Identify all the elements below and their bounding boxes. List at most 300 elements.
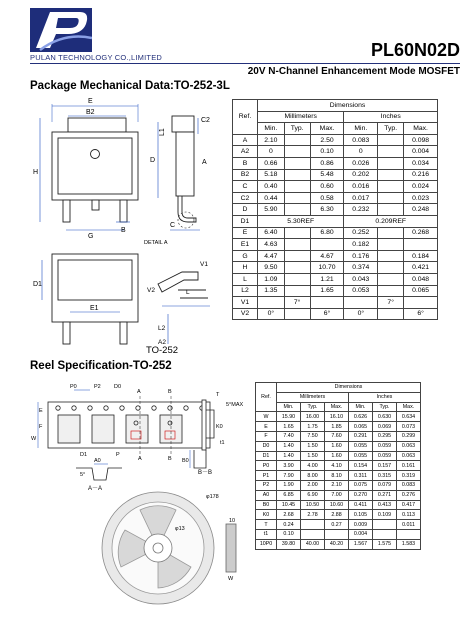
value-cell: 5.90 — [258, 204, 285, 216]
value-cell — [378, 146, 404, 158]
value-cell: 0.276 — [397, 490, 421, 500]
label-P: P — [116, 452, 120, 458]
table-row — [233, 134, 438, 146]
value-cell: 1.50 — [301, 451, 325, 461]
value-cell: 1.40 — [277, 441, 301, 451]
ref-cell: P0 — [256, 461, 277, 471]
value-cell: 0.270 — [349, 490, 373, 500]
label-detail-a: DETAIL A — [144, 240, 168, 246]
value-cell: 1.75 — [301, 422, 325, 432]
value-cell: 0.216 — [404, 169, 438, 181]
value-cell — [378, 192, 404, 204]
value-cell: 0.105 — [349, 510, 373, 520]
value-cell: 0.017 — [344, 192, 378, 204]
value-cell — [284, 262, 310, 274]
value-cell: 2.10 — [258, 134, 285, 146]
inches-header: Inches — [344, 111, 438, 123]
ref-cell: E — [233, 227, 258, 239]
dimensions-header: Dimensions — [277, 383, 421, 393]
value-cell: 9.50 — [258, 262, 285, 274]
value-cell — [310, 297, 344, 309]
value-cell — [378, 181, 404, 193]
label-A-bottom: A — [138, 456, 142, 462]
label-E: E — [39, 408, 43, 414]
label-E: E — [88, 98, 93, 105]
value-cell: 0.182 — [344, 239, 378, 251]
value-cell — [397, 529, 421, 539]
ref-cell: H — [233, 262, 258, 274]
value-cell — [284, 250, 310, 262]
header-divider — [30, 63, 460, 64]
value-cell: 0.66 — [258, 157, 285, 169]
value-cell: 2.78 — [301, 510, 325, 520]
label-P2: P2 — [94, 384, 101, 390]
value-cell: 16.10 — [325, 412, 349, 422]
value-cell: 0.315 — [373, 471, 397, 481]
subheader-cell: Min. — [344, 123, 378, 135]
value-cell — [310, 239, 344, 251]
label-K0: K0 — [216, 424, 223, 430]
ref-header: Ref. — [233, 100, 258, 135]
package-dimensions-table — [232, 99, 438, 320]
label-D: D — [150, 157, 156, 164]
label-P0: P0 — [70, 384, 77, 390]
value-cell — [284, 204, 310, 216]
value-cell: 0.232 — [344, 204, 378, 216]
subheader-cell: Min. — [349, 402, 373, 412]
label-F: F — [39, 424, 43, 430]
ref-cell: 10P0 — [256, 539, 277, 549]
value-cell: 0.063 — [397, 451, 421, 461]
value-cell: 1.60 — [325, 451, 349, 461]
value-cell: 16.00 — [301, 412, 325, 422]
value-cell: 0.86 — [310, 157, 344, 169]
subheader-cell: Typ. — [301, 402, 325, 412]
table-row — [256, 539, 421, 549]
table-row — [256, 510, 421, 520]
label-reel-W: W — [228, 576, 234, 582]
table-row — [233, 285, 438, 297]
label-phi13: φ13 — [175, 526, 185, 532]
ref-cell: E1 — [233, 239, 258, 251]
company-logo — [30, 8, 92, 52]
subheader-cell: Max. — [325, 402, 349, 412]
value-cell: 1.40 — [277, 451, 301, 461]
value-cell: 0.295 — [373, 431, 397, 441]
label-W: W — [31, 436, 37, 442]
value-cell: 2.00 — [301, 480, 325, 490]
value-cell: 0.048 — [404, 273, 438, 285]
value-cell: 0.202 — [344, 169, 378, 181]
section-aa-view — [76, 458, 122, 492]
value-cell: 0.10 — [310, 146, 344, 158]
value-cell: 0.161 — [397, 461, 421, 471]
value-cell: 4.47 — [258, 250, 285, 262]
value-cell: 40.00 — [301, 539, 325, 549]
table-row — [256, 412, 421, 422]
value-cell: 0.009 — [349, 520, 373, 530]
value-cell: 0.268 — [404, 227, 438, 239]
section-bb-view — [182, 450, 212, 476]
ref-cell: K0 — [256, 510, 277, 520]
value-cell: 0.24 — [277, 520, 301, 530]
label-section-bb: B－B — [198, 470, 213, 476]
ref-header: Ref. — [256, 383, 277, 412]
table-row — [233, 215, 438, 227]
label-B-bottom: B — [168, 456, 172, 462]
subheader-cell: Typ. — [373, 402, 397, 412]
value-cell: 0.40 — [258, 181, 285, 193]
value-cell: 7° — [284, 297, 310, 309]
value-cell — [284, 273, 310, 285]
value-cell: 1.50 — [301, 441, 325, 451]
value-cell: 7.00 — [325, 490, 349, 500]
label-D1: D1 — [33, 281, 42, 288]
ref-cell: D — [233, 204, 258, 216]
ref-cell: A0 — [256, 490, 277, 500]
value-cell: 0.291 — [349, 431, 373, 441]
value-cell — [284, 308, 310, 320]
ref-cell: D1 — [256, 451, 277, 461]
value-cell: 1.85 — [325, 422, 349, 432]
value-cell: 5.30REF — [258, 215, 344, 227]
value-cell: 0.421 — [404, 262, 438, 274]
value-cell: 39.80 — [277, 539, 301, 549]
value-cell: 1.09 — [258, 273, 285, 285]
value-cell: 0.063 — [397, 441, 421, 451]
value-cell — [378, 308, 404, 320]
value-cell: 0.60 — [310, 181, 344, 193]
label-phi178: φ178 — [206, 494, 219, 500]
reel-specification-drawing — [30, 378, 252, 628]
value-cell: 0.374 — [344, 262, 378, 274]
value-cell — [301, 520, 325, 530]
ref-cell: L — [233, 273, 258, 285]
subheader-cell: Typ. — [378, 123, 404, 135]
ref-cell: F — [256, 431, 277, 441]
value-cell: 6° — [404, 308, 438, 320]
table-header-row — [256, 392, 421, 402]
value-cell: 0.157 — [373, 461, 397, 471]
label-T: T — [216, 392, 220, 398]
value-cell: 6.40 — [258, 227, 285, 239]
value-cell — [284, 157, 310, 169]
value-cell — [344, 297, 378, 309]
device-subtitle: 20V N-Channel Enhancement Mode MOSFET — [247, 66, 460, 77]
table-row — [233, 297, 438, 309]
value-cell: 6.90 — [301, 490, 325, 500]
value-cell — [373, 529, 397, 539]
table-row — [233, 239, 438, 251]
ref-cell: A — [233, 134, 258, 146]
table-row — [256, 441, 421, 451]
subheader-cell: Typ. — [284, 123, 310, 135]
ref-cell: V1 — [233, 297, 258, 309]
ref-cell: V2 — [233, 308, 258, 320]
subheader-cell: Min. — [277, 402, 301, 412]
value-cell: 2.10 — [325, 480, 349, 490]
value-cell — [284, 239, 310, 251]
value-cell: 0.073 — [397, 422, 421, 432]
label-A0: A0 — [94, 458, 101, 464]
value-cell: 1.575 — [373, 539, 397, 549]
table-header-row — [233, 100, 438, 112]
label-D1: D1 — [80, 452, 88, 458]
table-row — [233, 146, 438, 158]
ref-cell: W — [256, 412, 277, 422]
label-A: A — [202, 159, 207, 166]
table-row — [256, 520, 421, 530]
value-cell: 10.45 — [277, 500, 301, 510]
label-section-aa: A－A — [88, 486, 103, 492]
value-cell: 6.80 — [310, 227, 344, 239]
value-cell: 1.567 — [349, 539, 373, 549]
value-cell: 0.176 — [344, 250, 378, 262]
value-cell: 1.65 — [277, 422, 301, 432]
table-row — [233, 204, 438, 216]
reel-dimensions-table — [255, 382, 421, 550]
value-cell: 0.083 — [344, 134, 378, 146]
value-cell: 6° — [310, 308, 344, 320]
ref-cell: T — [256, 520, 277, 530]
value-cell — [284, 227, 310, 239]
value-cell: 0.026 — [344, 157, 378, 169]
value-cell — [284, 285, 310, 297]
label-A2: A2 — [158, 339, 166, 346]
value-cell: 0.011 — [397, 520, 421, 530]
label-B: B — [121, 227, 126, 234]
value-cell: 15.90 — [277, 412, 301, 422]
value-cell — [378, 157, 404, 169]
value-cell: 7° — [378, 297, 404, 309]
ref-cell: G — [233, 250, 258, 262]
table-row — [233, 273, 438, 285]
table-row — [233, 169, 438, 181]
value-cell: 10.50 — [301, 500, 325, 510]
value-cell: 0.055 — [349, 451, 373, 461]
value-cell: 0° — [344, 308, 378, 320]
value-cell: 0.065 — [349, 422, 373, 432]
value-cell — [378, 273, 404, 285]
value-cell: 0.209REF — [344, 215, 438, 227]
value-cell — [284, 146, 310, 158]
label-5deg: 5° — [80, 472, 86, 478]
value-cell: 0.184 — [404, 250, 438, 262]
value-cell: 0° — [258, 308, 285, 320]
value-cell: 0.016 — [344, 181, 378, 193]
side-view — [144, 116, 210, 246]
value-cell: 0.109 — [373, 510, 397, 520]
value-cell — [284, 192, 310, 204]
value-cell — [378, 169, 404, 181]
value-cell: 4.00 — [301, 461, 325, 471]
label-5-max: 5°MAX — [226, 402, 244, 408]
value-cell: 0.024 — [404, 181, 438, 193]
value-cell: 7.60 — [325, 431, 349, 441]
label-V2: V2 — [147, 287, 155, 294]
ref-cell: t1 — [256, 529, 277, 539]
value-cell: 0.079 — [373, 480, 397, 490]
value-cell: 0.630 — [373, 412, 397, 422]
value-cell — [404, 297, 438, 309]
subheader-cell: Max. — [404, 123, 438, 135]
subheader-cell: Max. — [397, 402, 421, 412]
bottom-view — [33, 254, 138, 344]
value-cell — [404, 239, 438, 251]
value-cell: 0.44 — [258, 192, 285, 204]
value-cell: 10.70 — [310, 262, 344, 274]
value-cell: 0.059 — [373, 451, 397, 461]
value-cell: 1.35 — [258, 285, 285, 297]
reel-section-title: Reel Specification-TO-252 — [30, 360, 172, 372]
value-cell: 0.248 — [404, 204, 438, 216]
value-cell: 8.00 — [301, 471, 325, 481]
value-cell: 5.48 — [310, 169, 344, 181]
ref-cell: P1 — [256, 471, 277, 481]
reel-view — [102, 492, 236, 604]
value-cell: 7.50 — [301, 431, 325, 441]
value-cell: 1.90 — [277, 480, 301, 490]
value-cell: 1.60 — [325, 441, 349, 451]
table-row — [256, 431, 421, 441]
value-cell: 0 — [344, 146, 378, 158]
detail-a-view — [147, 261, 210, 346]
table-row — [256, 471, 421, 481]
value-cell — [325, 529, 349, 539]
value-cell: 0.034 — [404, 157, 438, 169]
value-cell: 0.113 — [397, 510, 421, 520]
label-G: G — [88, 233, 94, 240]
table-row — [233, 262, 438, 274]
table-row — [256, 451, 421, 461]
value-cell: 0 — [258, 146, 285, 158]
value-cell: 2.88 — [325, 510, 349, 520]
value-cell: 1.583 — [397, 539, 421, 549]
value-cell: 2.50 — [310, 134, 344, 146]
label-B-top: B — [168, 389, 172, 395]
table-row — [233, 181, 438, 193]
label-B0: B0 — [182, 458, 189, 464]
value-cell — [378, 204, 404, 216]
value-cell — [301, 529, 325, 539]
ref-cell: C — [233, 181, 258, 193]
value-cell — [373, 520, 397, 530]
value-cell: 3.90 — [277, 461, 301, 471]
value-cell: 0.299 — [397, 431, 421, 441]
value-cell: 1.21 — [310, 273, 344, 285]
value-cell: 0.252 — [344, 227, 378, 239]
value-cell: 0.004 — [349, 529, 373, 539]
table-header-row — [256, 383, 421, 393]
table-row — [256, 461, 421, 471]
table-header-row — [256, 402, 421, 412]
value-cell — [284, 134, 310, 146]
value-cell — [284, 181, 310, 193]
value-cell: 10.60 — [325, 500, 349, 510]
value-cell: 7.40 — [277, 431, 301, 441]
value-cell: 4.63 — [258, 239, 285, 251]
label-A-top: A — [137, 389, 141, 395]
label-D0: D0 — [114, 384, 122, 390]
part-number: PL60N02D — [370, 40, 460, 60]
ref-cell: C2 — [233, 192, 258, 204]
table-row — [256, 490, 421, 500]
value-cell — [378, 239, 404, 251]
value-cell: 6.30 — [310, 204, 344, 216]
package-mechanical-drawing — [30, 94, 230, 356]
subheader-cell: Min. — [258, 123, 285, 135]
table-row — [233, 308, 438, 320]
value-cell: 40.20 — [325, 539, 349, 549]
value-cell: 5.18 — [258, 169, 285, 181]
value-cell: 0.10 — [277, 529, 301, 539]
value-cell: 1.65 — [310, 285, 344, 297]
value-cell: 0.626 — [349, 412, 373, 422]
value-cell: 0.413 — [373, 500, 397, 510]
label-B2: B2 — [86, 109, 95, 116]
value-cell: 0.075 — [349, 480, 373, 490]
ref-cell: B — [233, 157, 258, 169]
label-C2: C2 — [201, 117, 210, 124]
carrier-tape-top-view — [31, 384, 210, 462]
table-row — [256, 480, 421, 490]
label-L: L — [186, 289, 190, 296]
value-cell: 0.043 — [344, 273, 378, 285]
value-cell: 0.319 — [397, 471, 421, 481]
label-L1: L1 — [159, 128, 166, 136]
value-cell: 0.58 — [310, 192, 344, 204]
ref-cell: B0 — [256, 500, 277, 510]
value-cell: 8.10 — [325, 471, 349, 481]
ref-cell: P2 — [256, 480, 277, 490]
value-cell: 0.053 — [344, 285, 378, 297]
ref-cell: B2 — [233, 169, 258, 181]
millimeters-header: Millimeters — [277, 392, 349, 402]
table-row — [233, 227, 438, 239]
value-cell: 4.10 — [325, 461, 349, 471]
table-row — [233, 157, 438, 169]
ref-cell: E — [256, 422, 277, 432]
value-cell: 0.023 — [404, 192, 438, 204]
label-t1: t1 — [220, 440, 225, 446]
table-header-row — [233, 123, 438, 135]
table-row — [233, 250, 438, 262]
value-cell: 0.004 — [404, 146, 438, 158]
ref-cell: D0 — [256, 441, 277, 451]
label-L2: L2 — [158, 325, 166, 332]
value-cell — [378, 262, 404, 274]
package-section-title: Package Mechanical Data:TO-252-3L — [30, 80, 230, 92]
value-cell: 7.90 — [277, 471, 301, 481]
value-cell: 0.055 — [349, 441, 373, 451]
label-E1: E1 — [90, 305, 99, 312]
company-name: PULAN TECHNOLOGY CO.,LIMITED — [30, 53, 163, 62]
table-row — [233, 192, 438, 204]
value-cell: 2.68 — [277, 510, 301, 520]
value-cell — [378, 285, 404, 297]
value-cell: 0.634 — [397, 412, 421, 422]
value-cell: 0.059 — [373, 441, 397, 451]
label-C: C — [170, 222, 176, 229]
table-header-row — [233, 111, 438, 123]
value-cell: 0.083 — [397, 480, 421, 490]
subheader-cell: Max. — [310, 123, 344, 135]
value-cell — [378, 134, 404, 146]
ref-cell: A2 — [233, 146, 258, 158]
inches-header: Inches — [349, 392, 421, 402]
millimeters-header: Millimeters — [258, 111, 344, 123]
value-cell: 6.85 — [277, 490, 301, 500]
